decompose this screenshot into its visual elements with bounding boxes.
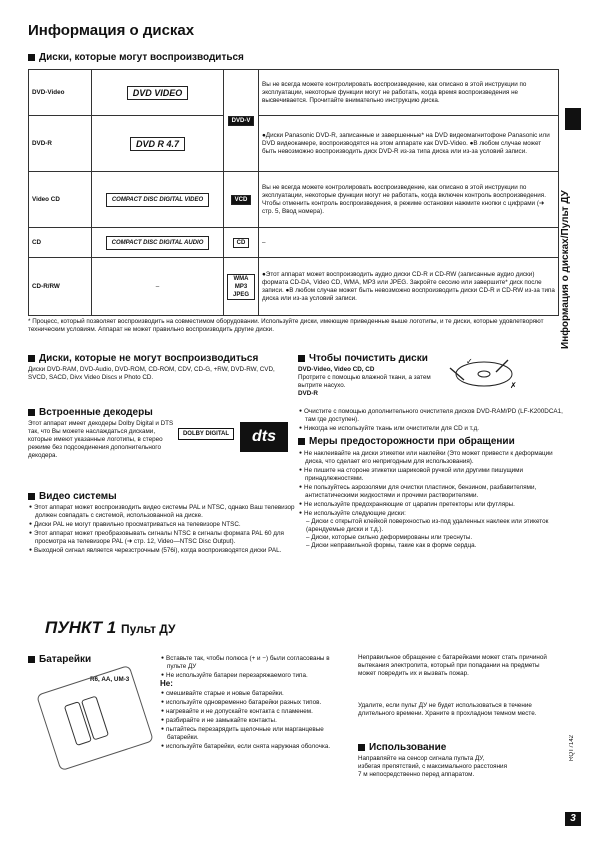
list-item: – Диски с открытой клейкой поверхностью из-под удаленных наклеек или этикеток (арендуемые диски и т.д.).	[306, 518, 549, 533]
table-row	[29, 70, 559, 116]
disc-desc: ●Диски Panasonic DVD-R, записанные и завершенные* на DVD видеомагнитофоне Panasonic или DVD видеокамере, воспроизводятся на этом аппарате как DVD-Video. ●В любом случае может быть невозможно воспроизводить диск DVD-R из-за типа диска или из-за условий записи.	[259, 116, 559, 172]
video-cd-logo: COMPACT DISC DIGITAL VIDEO	[106, 193, 209, 207]
disc-name: CD	[29, 228, 92, 258]
disc-desc: –	[259, 228, 559, 258]
cleaning-text1: Протрите с помощью влажной ткани, а затем вытрите насухо.	[298, 374, 431, 389]
disc-logo-empty: –	[92, 258, 224, 316]
usage-text: Направляйте на сенсор сигнала пульта ДУ, избегая препятствий, с максимального расстояния 7 м непосредственно перед аппаратом.	[358, 755, 507, 778]
batteries-warning: Неправильное обращение с батарейками может стать причиной вытекания электролита, который при попадании на предметы может повредить их и вызвать пожар.	[358, 654, 547, 677]
dash-list	[298, 518, 560, 550]
disc-table	[28, 69, 559, 316]
section-tab-marker	[565, 108, 581, 130]
disc-desc: ●Этот аппарат может воспроизводить аудио диски CD-R и CD-RW (записанные аудио диски) формата CD-DA, Video CD, WMA, MP3 или JPEG. Закройте сессию или завершите* диск после записи. ●В любом случае может быть невозможно воспроизводить диски CD-R и CD-RW из-за типа диска или из-за условий записи.	[259, 258, 559, 316]
punkt-title: ПУНКТ 1 Пульт ДУ	[45, 618, 176, 637]
square-bullet-icon	[28, 493, 35, 500]
remote-battery-illustration	[36, 665, 154, 771]
not-playable-heading: Диски, которые не могут воспроизводиться	[28, 353, 258, 364]
table-row	[29, 258, 559, 316]
list-item: ● Не наклеивайте на диски этикетки или наклейки (Это может привести к деформации диска, что сделает его непригодным для использования).	[305, 449, 560, 466]
disc-wipe-illustration	[438, 352, 530, 392]
batteries-not-list	[160, 689, 345, 751]
batteries-storage: Удалите, если пульт ДУ не будет использоваться в течение длительного времени. Храните в прохладном темном месте.	[358, 702, 537, 717]
table-row	[29, 172, 559, 228]
square-bullet-icon	[28, 656, 35, 663]
list-item: ● используйте батарейки, если снята наружная оболочка.	[167, 742, 345, 751]
list-item: ● разбирайте и не замыкайте контакты.	[167, 716, 345, 725]
vcd-mark: VCD	[231, 195, 252, 205]
list-item: ● Не пользуйтесь аэрозолями для очистки пластинок, бензином, разбавителями, антистатическими жидкостями и прочими растворителями.	[305, 483, 560, 500]
batteries-heading: Батарейки	[28, 654, 91, 665]
usage-heading: Использование	[358, 742, 446, 753]
video-systems-list	[28, 503, 297, 555]
table-row	[29, 228, 559, 258]
list-item: ● Очистите с помощью дополнительного очистителя дисков DVD-RAM/PD (LF-K200DCA1, там где доступен).	[305, 407, 567, 424]
dolby-logo: DOLBY DIGITAL	[178, 428, 234, 440]
list-item: – Диски неправильной формы, такие как в форме сердца.	[306, 542, 477, 549]
wma-mp3-jpeg-mark: WMA MP3 JPEG	[227, 274, 255, 300]
dvd-v-mark: DVD-V	[228, 116, 255, 126]
disc-name: DVD-Video	[29, 70, 92, 116]
cleaning-heading: Чтобы почистить диски	[298, 353, 428, 364]
cd-mark: CD	[233, 238, 250, 248]
disc-name: DVD-R	[29, 116, 92, 172]
dts-logo: dts	[240, 422, 288, 452]
square-bullet-icon	[298, 438, 305, 445]
svg-text:✓: ✓	[466, 357, 473, 366]
cleaning-sub2: DVD-R	[298, 390, 318, 397]
cleaning-list	[298, 407, 567, 433]
document-code: RQT7142	[569, 735, 575, 762]
list-item: ● Вставьте так, чтобы полюса (+ и −) были согласованы в пульте ДУ	[167, 654, 345, 671]
square-bullet-icon	[28, 409, 35, 416]
square-bullet-icon	[298, 355, 305, 362]
disc-name: Video CD	[29, 172, 92, 228]
list-item: ● Диски PAL не могут правильно просматриваться на телевизоре NTSC.	[35, 520, 297, 529]
square-bullet-icon	[28, 54, 35, 61]
list-item: – Диски, которые сильно деформированы или треснуты.	[306, 534, 473, 541]
list-item: ● Не используйте предохраняющие от царапин претекторы или футляры.	[305, 500, 560, 509]
cd-logo: COMPACT DISC DIGITAL AUDIO	[106, 236, 210, 250]
list-item: ● Выходной сигнал является черезстрочным (576i), когда воспроизводятся диски PAL.	[35, 546, 297, 555]
cleaning-sub1: DVD-Video, Video CD, CD	[298, 366, 375, 373]
list-item: ● нагревайте и не допускайте контакта с пламенем.	[167, 707, 345, 716]
list-item: ● Этот аппарат может воспроизводить видео системы PAL и NTSC, однако Ваш телевизор должен совпадать с системой, использованной на диске.	[35, 503, 297, 520]
list-item: ● Не используйте батареи перезаряжаемого типа.	[167, 671, 345, 680]
dvd-r-logo: DVD R 4.7	[130, 137, 185, 151]
not-label: Не:	[160, 679, 173, 688]
side-section-label: Информация о дисках/Пульт ДУ	[560, 190, 571, 350]
precautions-heading: Меры предосторожности при обращении	[298, 436, 515, 447]
playable-heading	[28, 52, 244, 63]
batteries-list	[160, 654, 345, 680]
battery-type-label: R6, AA, UM-3	[90, 676, 130, 683]
table-row	[29, 116, 559, 172]
page-title: Информация о дисках	[28, 22, 195, 39]
table-footnote: * Процесс, который позволяет воспроизводить на совместимом оборудовании. Используйте диски, имеющие приведенные выше логотипы, и те диски, которые удовлетворяют техническим условиям. Аппарат не может правильно воспроизводить другие диски.	[28, 318, 544, 333]
list-item: ● Не используйте следующие диски:	[305, 509, 560, 518]
list-item: ● Этот аппарат может преобразовывать сигналы NTSC в сигналы формата PAL 60 для просмотра на телевизоре PAL (➜ стр. 12, Video—NTSC Disc Output).	[35, 529, 297, 546]
list-item: ● Не пишите на стороне этикетки шариковой ручкой или другими пишущими принадлежностями.	[305, 466, 560, 483]
list-item: ● используйте одновременно батарейки разных типов.	[167, 698, 345, 707]
list-item: ● смешивайте старые и новые батарейки.	[167, 689, 345, 698]
precautions-list	[298, 449, 560, 518]
list-item: ● Никогда не используйте ткань или очистители для CD и т.д.	[305, 424, 567, 433]
playable-heading-text: Диски, которые могут воспроизводиться	[39, 52, 244, 63]
square-bullet-icon	[358, 744, 365, 751]
disc-name: CD-R/RW	[29, 258, 92, 316]
disc-desc: Вы не всегда можете контролировать воспроизведение, как описано в этой инструкции по эксплуатации, некоторые функции могут не работать, когда время воспроизведения не высвечивается. Прочитайте внимательно инструкцию диска.	[259, 70, 559, 116]
decoders-text: Этот аппарат имеет декодеры Dolby Digital и DTS так, что Вы можете наслаждаться дисками, которые имеют указанные логотипы, в стерео режиме без подсоединения дополнительного декодера.	[28, 420, 174, 459]
page-number: 3	[565, 812, 581, 826]
not-playable-text: Диски DVD-RAM, DVD-Audio, DVD-ROM, CD-ROM, CDV, CD-G, +RW, DVD-RW, CVD, SVCD, SACD, Divx Video Discs и Photo CD.	[28, 366, 275, 381]
decoders-heading: Встроенные декодеры	[28, 407, 153, 418]
list-item: ● пытайтесь перезарядить щелочные или марганцевые батарейки.	[167, 725, 345, 742]
svg-text:✗: ✗	[510, 381, 517, 390]
square-bullet-icon	[28, 355, 35, 362]
dvd-video-logo: DVD VIDEO	[127, 86, 189, 100]
video-systems-heading: Видео системы	[28, 491, 117, 502]
disc-desc: Вы не всегда можете контролировать воспроизведение, как описано в этой инструкции по эксплуатации, некоторые функции могут не работать, когда включен контроль воспроизведения. Чтобы отменить контроль воспроизведения, в режиме остановки нажмите кнопки с цифрами (➜ стр. 5, Ввод номера).	[259, 172, 559, 228]
